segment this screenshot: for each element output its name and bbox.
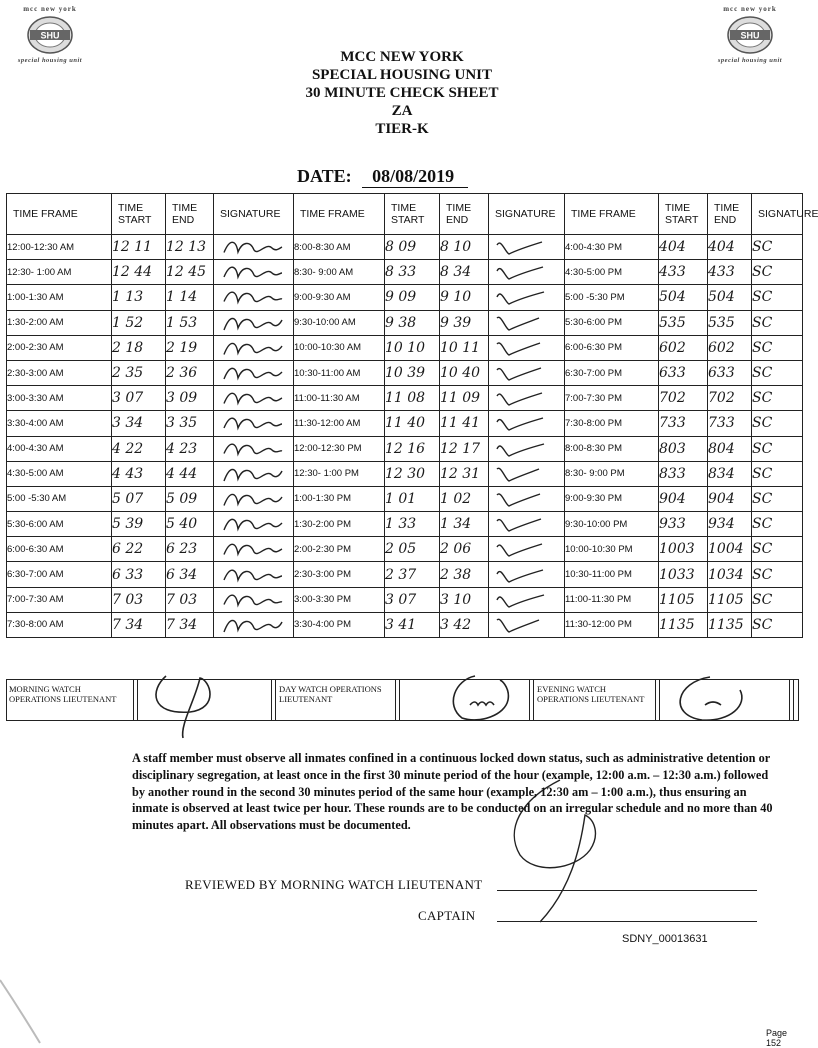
time-start-cell: 1105 (659, 587, 708, 612)
time-frame-cell: 4:00-4:30 PM (565, 235, 659, 260)
captain-signature-line (497, 921, 757, 922)
time-frame-cell: 1:30-2:00 AM (7, 310, 112, 335)
time-start-cell: 1033 (659, 562, 708, 587)
time-frame-cell: 10:30-11:00 PM (565, 562, 659, 587)
time-start-cell: 5 07 (112, 486, 166, 511)
time-frame-cell: 2:30-3:00 AM (7, 360, 112, 385)
time-start-cell: 12 11 (112, 235, 166, 260)
signature-cell: SC (752, 486, 803, 511)
seal-text: SHU (40, 30, 60, 41)
time-start-cell: 535 (659, 310, 708, 335)
time-frame-cell: 5:30-6:00 PM (565, 310, 659, 335)
logo-subtitle: special housing unit (717, 57, 783, 64)
bates-number: SDNY_00013631 (622, 933, 708, 945)
time-start-cell: 7 34 (112, 612, 166, 637)
time-start-cell: 904 (659, 486, 708, 511)
date-value: 08/08/2019 (362, 166, 468, 188)
time-frame-cell: 9:30-10:00 AM (294, 310, 385, 335)
policy-notice: A staff member must observe all inmates confined in a continuous locked down status, such as administrative detention or disciplinary segregation, at least once in the first 30 minute period of the hour (example, 12:00 a.m. – 12:30 a.m.) followed by another round in the second 30 minutes period of the same hour (example, 12:30 am – 1:00 a.m.), thus ensuring an inmate is observed at least twice per hour. These rounds are to be conducted on an irregular schedule and no more than 40 minutes apart. All observations must be documented. (132, 751, 773, 833)
time-end-cell: 1004 (708, 537, 752, 562)
time-frame-cell: 4:30-5:00 AM (7, 461, 112, 486)
time-end-cell: 10 11 (440, 335, 489, 360)
signature-cell: SC (752, 310, 803, 335)
time-start-cell: 433 (659, 260, 708, 285)
time-frame-cell: 11:00-11:30 AM (294, 386, 385, 411)
time-end-cell: 2 19 (166, 335, 214, 360)
column-header: SIGNATURE (214, 194, 294, 235)
time-frame-cell: 7:30-8:00 AM (7, 612, 112, 637)
signature-cell: SC (752, 461, 803, 486)
time-end-cell: 2 38 (440, 562, 489, 587)
time-end-cell: 6 34 (166, 562, 214, 587)
signature-cell: SC (752, 335, 803, 360)
time-start-cell: 3 34 (112, 411, 166, 436)
signature-cell: SC (752, 386, 803, 411)
time-frame-cell: 3:00-3:30 AM (7, 386, 112, 411)
time-frame-cell: 9:00-9:30 PM (565, 486, 659, 511)
time-end-cell: 9 10 (440, 285, 489, 310)
time-end-cell: 8 10 (440, 235, 489, 260)
time-end-cell: 904 (708, 486, 752, 511)
time-start-cell: 12 44 (112, 260, 166, 285)
time-start-cell: 5 39 (112, 512, 166, 537)
header-facility: MCC NEW YORK (340, 49, 464, 65)
time-start-cell: 1 52 (112, 310, 166, 335)
time-end-cell: 12 13 (166, 235, 214, 260)
column-header: TIME END (166, 194, 214, 235)
time-end-cell: 404 (708, 235, 752, 260)
time-start-cell: 833 (659, 461, 708, 486)
time-end-cell: 1 02 (440, 486, 489, 511)
time-end-cell: 8 34 (440, 260, 489, 285)
evening-watch-label: EVENING WATCH OPERATIONS LIEUTENANT (537, 684, 645, 704)
seal-text: SHU (740, 30, 760, 41)
time-frame-cell: 1:00-1:30 PM (294, 486, 385, 511)
time-end-cell: 4 23 (166, 436, 214, 461)
time-start-cell: 8 33 (385, 260, 440, 285)
time-frame-cell: 9:30-10:00 PM (565, 512, 659, 537)
time-end-cell: 3 35 (166, 411, 214, 436)
column-header: TIME START (112, 194, 166, 235)
day-lieutenant-signature (453, 676, 508, 720)
time-end-cell: 6 23 (166, 537, 214, 562)
time-frame-cell: 5:30-6:00 AM (7, 512, 112, 537)
evening-lieutenant-signature (680, 677, 742, 720)
captain-label: CAPTAIN (418, 908, 476, 923)
logo-name: mcc new york (23, 5, 77, 13)
time-frame-cell: 3:30-4:00 AM (7, 411, 112, 436)
page-number: Page 152 (766, 1028, 788, 1048)
column-header: TIME END (440, 194, 489, 235)
time-end-cell: 2 06 (440, 537, 489, 562)
time-start-cell: 1 01 (385, 486, 440, 511)
logo-name: mcc new york (723, 5, 777, 13)
time-end-cell: 535 (708, 310, 752, 335)
time-end-cell: 3 10 (440, 587, 489, 612)
morning-watch-label: MORNING WATCH OPERATIONS LIEUTENANT (9, 684, 117, 704)
time-start-cell: 12 30 (385, 461, 440, 486)
signature-cell: SC (752, 360, 803, 385)
time-start-cell: 10 39 (385, 360, 440, 385)
time-frame-cell: 5:00 -5:30 PM (565, 285, 659, 310)
date-label: DATE: (297, 166, 352, 186)
morning-lieutenant-signature (156, 676, 210, 738)
time-start-cell: 633 (659, 360, 708, 385)
time-frame-cell: 2:00-2:30 AM (7, 335, 112, 360)
time-end-cell: 10 40 (440, 360, 489, 385)
reviewed-by-signature-line (497, 890, 757, 891)
time-frame-cell: 7:00-7:30 PM (565, 386, 659, 411)
time-start-cell: 9 38 (385, 310, 440, 335)
time-start-cell: 6 33 (112, 562, 166, 587)
time-end-cell: 11 09 (440, 386, 489, 411)
time-start-cell: 1003 (659, 537, 708, 562)
time-end-cell: 3 09 (166, 386, 214, 411)
time-start-cell: 3 41 (385, 612, 440, 637)
time-end-cell: 934 (708, 512, 752, 537)
time-end-cell: 5 09 (166, 486, 214, 511)
time-frame-cell: 11:30-12:00 PM (565, 612, 659, 637)
signature-cell: SC (752, 587, 803, 612)
header-sheet-title: 30 MINUTE CHECK SHEET (305, 85, 499, 101)
time-frame-cell: 3:00-3:30 PM (294, 587, 385, 612)
time-start-cell: 10 10 (385, 335, 440, 360)
time-start-cell: 6 22 (112, 537, 166, 562)
time-end-cell: 5 40 (166, 512, 214, 537)
time-frame-cell: 1:30-2:00 PM (294, 512, 385, 537)
time-end-cell: 12 45 (166, 260, 214, 285)
header-tier: TIER-K (375, 121, 429, 137)
time-start-cell: 1135 (659, 612, 708, 637)
time-frame-cell: 2:00-2:30 PM (294, 537, 385, 562)
time-end-cell: 702 (708, 386, 752, 411)
time-start-cell: 8 09 (385, 235, 440, 260)
time-start-cell: 2 37 (385, 562, 440, 587)
signature-cell: SC (752, 562, 803, 587)
time-frame-cell: 12:30- 1:00 AM (7, 260, 112, 285)
time-frame-cell: 12:30- 1:00 PM (294, 461, 385, 486)
time-frame-cell: 7:00-7:30 AM (7, 587, 112, 612)
time-start-cell: 2 35 (112, 360, 166, 385)
time-frame-cell: 6:30-7:00 PM (565, 360, 659, 385)
time-end-cell: 3 42 (440, 612, 489, 637)
time-start-cell: 7 03 (112, 587, 166, 612)
time-start-cell: 12 16 (385, 436, 440, 461)
time-end-cell: 9 39 (440, 310, 489, 335)
time-start-cell: 4 43 (112, 461, 166, 486)
header-unit: SPECIAL HOUSING UNIT (311, 67, 493, 83)
time-end-cell: 7 03 (166, 587, 214, 612)
time-start-cell: 3 07 (385, 587, 440, 612)
time-frame-cell: 12:00-12:30 AM (7, 235, 112, 260)
logo-subtitle: special housing unit (17, 57, 83, 64)
time-start-cell: 933 (659, 512, 708, 537)
time-end-cell: 804 (708, 436, 752, 461)
time-end-cell: 7 34 (166, 612, 214, 637)
time-start-cell: 9 09 (385, 285, 440, 310)
time-frame-cell: 6:30-7:00 AM (7, 562, 112, 587)
header-zone: ZA (391, 103, 413, 119)
time-start-cell: 11 40 (385, 411, 440, 436)
time-end-cell: 12 31 (440, 461, 489, 486)
time-end-cell: 633 (708, 360, 752, 385)
time-end-cell: 602 (708, 335, 752, 360)
signature-cell: SC (752, 260, 803, 285)
time-start-cell: 2 05 (385, 537, 440, 562)
time-frame-cell: 10:30-11:00 AM (294, 360, 385, 385)
signature-cell: SC (752, 235, 803, 260)
signature-cell: SC (752, 612, 803, 637)
time-frame-cell: 6:00-6:30 AM (7, 537, 112, 562)
time-end-cell: 433 (708, 260, 752, 285)
time-end-cell: 1105 (708, 587, 752, 612)
time-end-cell: 2 36 (166, 360, 214, 385)
time-end-cell: 834 (708, 461, 752, 486)
column-header: TIME START (659, 194, 708, 235)
time-frame-cell: 11:30-12:00 AM (294, 411, 385, 436)
column-header: TIME FRAME (565, 194, 659, 235)
time-start-cell: 404 (659, 235, 708, 260)
time-end-cell: 1034 (708, 562, 752, 587)
time-end-cell: 504 (708, 285, 752, 310)
signature-cell: SC (752, 537, 803, 562)
time-end-cell: 11 41 (440, 411, 489, 436)
time-frame-cell: 8:00-8:30 PM (565, 436, 659, 461)
time-frame-cell: 12:00-12:30 PM (294, 436, 385, 461)
time-frame-cell: 10:00-10:30 PM (565, 537, 659, 562)
time-end-cell: 12 17 (440, 436, 489, 461)
time-start-cell: 2 18 (112, 335, 166, 360)
signature-cell: SC (752, 411, 803, 436)
time-start-cell: 1 33 (385, 512, 440, 537)
time-start-cell: 702 (659, 386, 708, 411)
time-frame-cell: 8:00-8:30 AM (294, 235, 385, 260)
time-frame-cell: 9:00-9:30 AM (294, 285, 385, 310)
time-frame-cell: 4:00-4:30 AM (7, 436, 112, 461)
time-end-cell: 1 53 (166, 310, 214, 335)
time-start-cell: 1 13 (112, 285, 166, 310)
time-frame-cell: 8:30- 9:00 AM (294, 260, 385, 285)
time-frame-cell: 6:00-6:30 PM (565, 335, 659, 360)
column-header: TIME FRAME (294, 194, 385, 235)
time-end-cell: 1135 (708, 612, 752, 637)
time-end-cell: 733 (708, 411, 752, 436)
time-frame-cell: 3:30-4:00 PM (294, 612, 385, 637)
column-header: SIGNATURE (752, 194, 803, 235)
signature-cell: SC (752, 285, 803, 310)
time-start-cell: 11 08 (385, 386, 440, 411)
time-start-cell: 803 (659, 436, 708, 461)
time-end-cell: 4 44 (166, 461, 214, 486)
signature-cell: SC (752, 512, 803, 537)
time-frame-cell: 7:30-8:00 PM (565, 411, 659, 436)
time-frame-cell: 2:30-3:00 PM (294, 562, 385, 587)
time-start-cell: 3 07 (112, 386, 166, 411)
time-frame-cell: 4:30-5:00 PM (565, 260, 659, 285)
time-frame-cell: 11:00-11:30 PM (565, 587, 659, 612)
signature-cell: SC (752, 436, 803, 461)
time-frame-cell: 10:00-10:30 AM (294, 335, 385, 360)
column-header: TIME END (708, 194, 752, 235)
column-header: TIME START (385, 194, 440, 235)
time-end-cell: 1 34 (440, 512, 489, 537)
reviewed-by-label: REVIEWED BY MORNING WATCH LIEUTENANT (185, 877, 483, 892)
column-header: TIME FRAME (7, 194, 112, 235)
time-frame-cell: 1:00-1:30 AM (7, 285, 112, 310)
time-start-cell: 733 (659, 411, 708, 436)
time-frame-cell: 5:00 -5:30 AM (7, 486, 112, 511)
time-start-cell: 504 (659, 285, 708, 310)
time-start-cell: 602 (659, 335, 708, 360)
time-frame-cell: 8:30- 9:00 PM (565, 461, 659, 486)
day-watch-label: DAY WATCH OPERATIONS LIEUTENANT (279, 684, 382, 704)
time-end-cell: 1 14 (166, 285, 214, 310)
column-header: SIGNATURE (489, 194, 565, 235)
time-start-cell: 4 22 (112, 436, 166, 461)
